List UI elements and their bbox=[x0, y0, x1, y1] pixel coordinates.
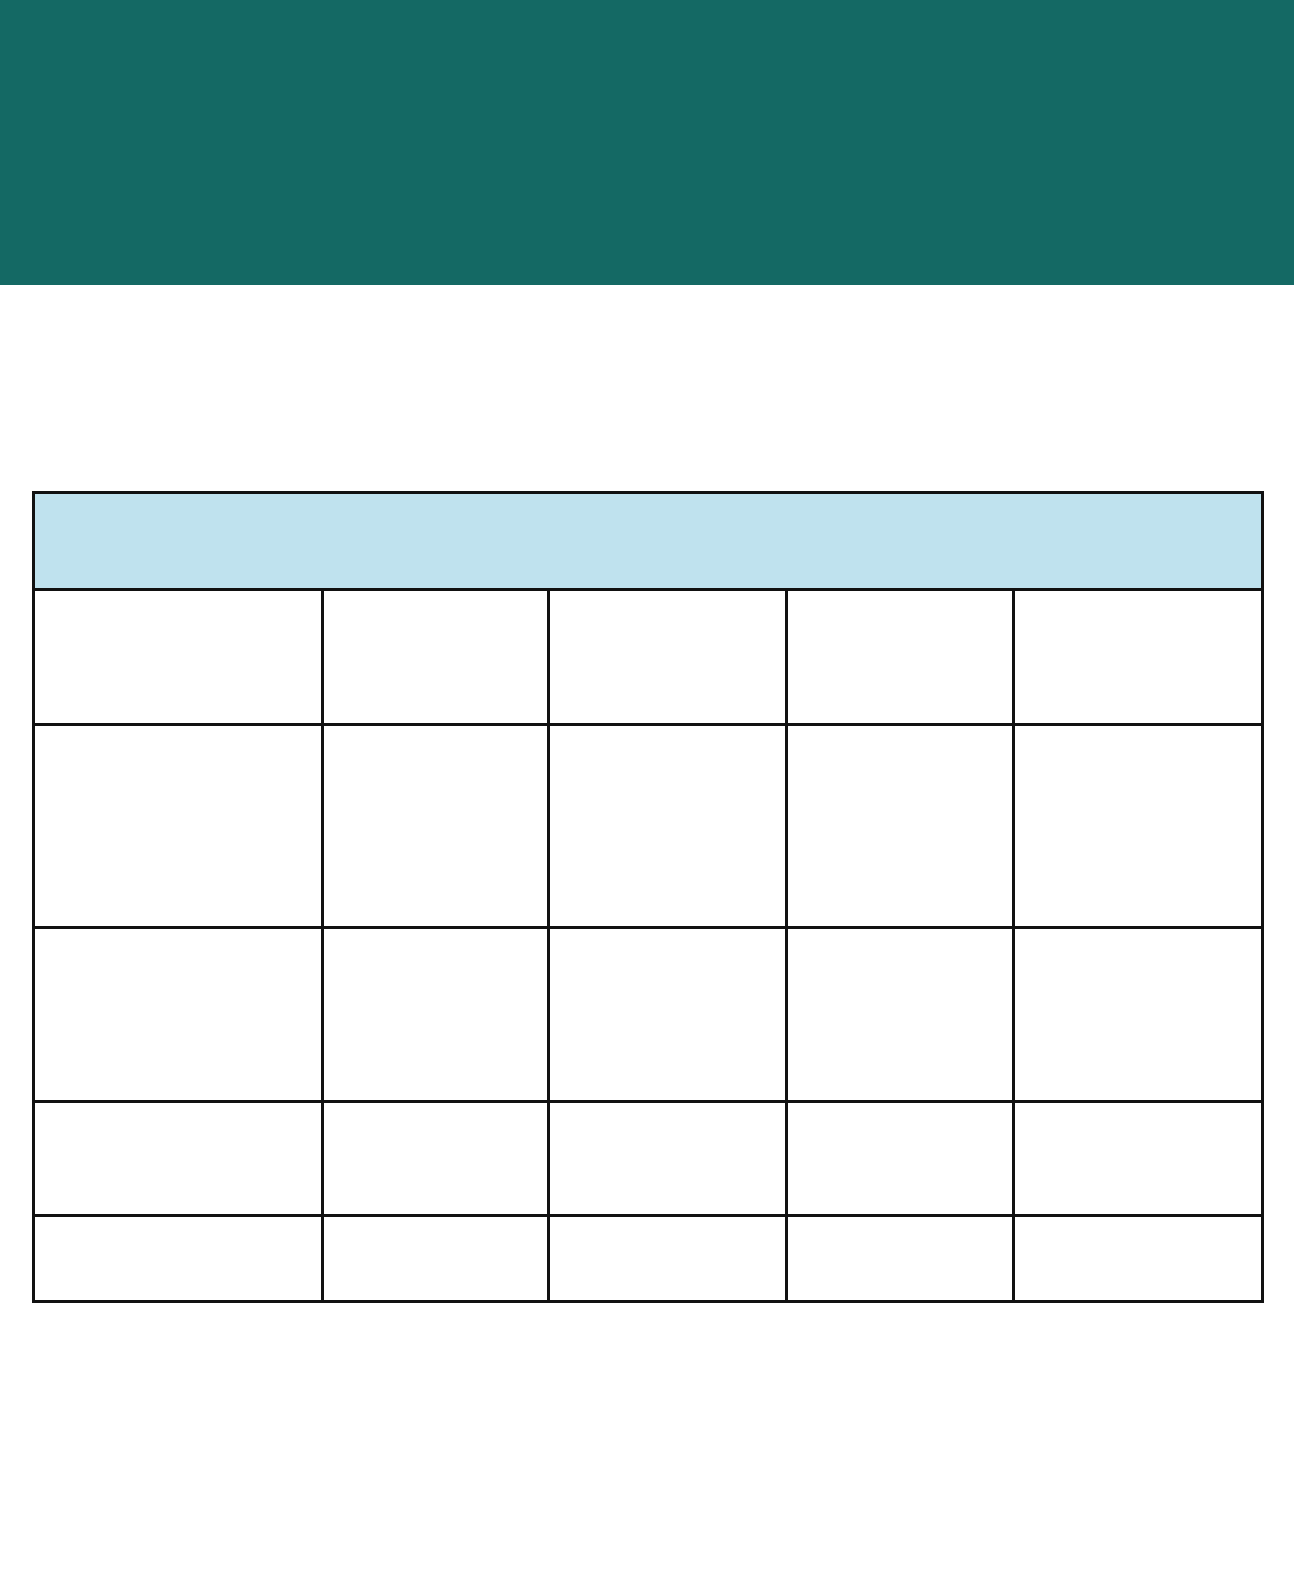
size-header-large-throw bbox=[787, 590, 1014, 725]
table-cell bbox=[323, 1101, 549, 1215]
table-cell bbox=[549, 927, 787, 1101]
table-cell bbox=[1014, 725, 1263, 927]
row-label bbox=[34, 927, 323, 1101]
size-header-row bbox=[34, 590, 1263, 725]
size-header-crib bbox=[323, 590, 549, 725]
table-cell bbox=[1014, 1215, 1263, 1301]
quilt-pattern-top-graphic bbox=[0, 285, 1294, 495]
size-header-small-throw bbox=[549, 590, 787, 725]
table-cell bbox=[787, 725, 1014, 927]
table-cell bbox=[549, 1101, 787, 1215]
table-caption-row bbox=[34, 493, 1263, 590]
row-label bbox=[34, 1215, 323, 1301]
row-label bbox=[34, 725, 323, 927]
quilt-pattern-top bbox=[0, 285, 1294, 495]
row-label bbox=[34, 1101, 323, 1215]
quilt-pattern-bottom bbox=[0, 1303, 1294, 1571]
table-cell bbox=[323, 927, 549, 1101]
table-cell bbox=[549, 1215, 787, 1301]
table-cell bbox=[787, 927, 1014, 1101]
table-row-background bbox=[34, 927, 1263, 1101]
table-cell bbox=[549, 725, 787, 927]
table-cell bbox=[323, 1215, 549, 1301]
table-row-backing bbox=[34, 1101, 1263, 1215]
header-banner bbox=[0, 0, 1294, 285]
quilt-pattern-bottom-graphic bbox=[0, 1303, 1294, 1571]
table-cell bbox=[1014, 1101, 1263, 1215]
table-caption bbox=[34, 493, 1263, 590]
empty-header-cell bbox=[34, 590, 323, 725]
table-row-binding bbox=[34, 1215, 1263, 1301]
table-cell bbox=[1014, 927, 1263, 1101]
table-cell bbox=[787, 1101, 1014, 1215]
table-cell bbox=[323, 725, 549, 927]
fabric-requirements-table bbox=[32, 491, 1264, 1303]
table-row-colored-prints bbox=[34, 725, 1263, 927]
table-cell bbox=[787, 1215, 1014, 1301]
fabric-requirements-card bbox=[32, 491, 1261, 1303]
size-header-queen bbox=[1014, 590, 1263, 725]
